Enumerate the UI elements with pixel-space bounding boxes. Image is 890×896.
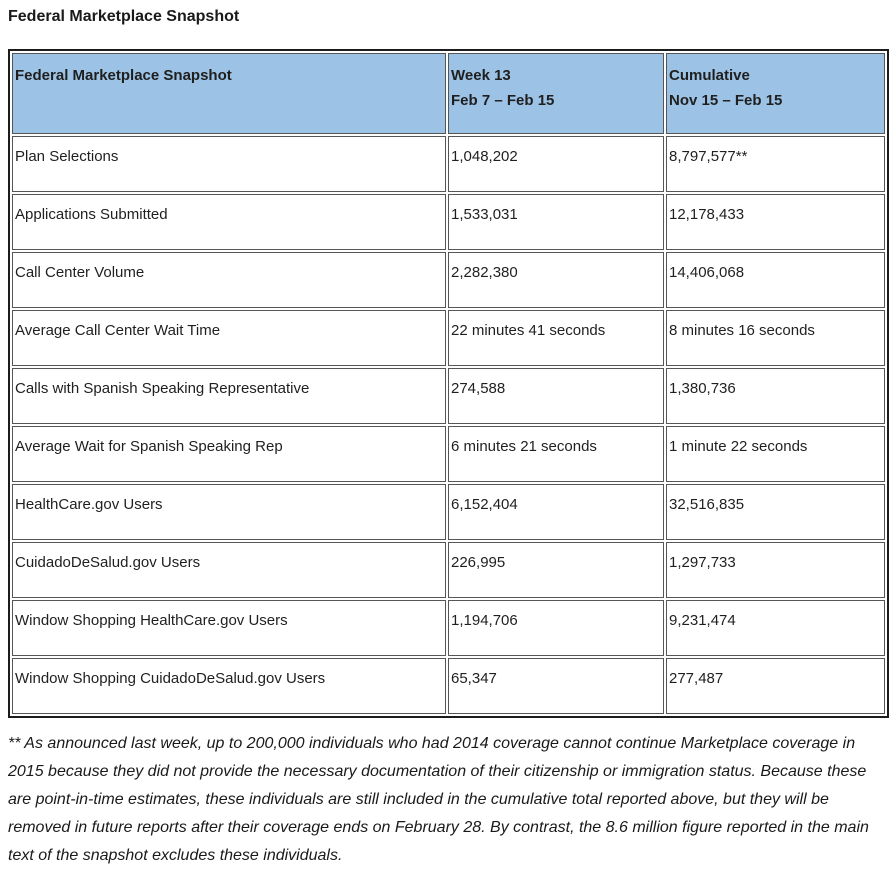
table-header	[12, 53, 885, 134]
row-week-value: 226,995	[448, 542, 664, 598]
row-week-value: 65,347	[448, 658, 664, 714]
table-row	[12, 600, 885, 656]
row-label: Window Shopping CuidadoDeSalud.gov Users	[12, 658, 446, 714]
row-label: Window Shopping HealthCare.gov Users	[12, 600, 446, 656]
row-label: HealthCare.gov Users	[12, 484, 446, 540]
row-label: Applications Submitted	[12, 194, 446, 250]
row-week-value: 1,194,706	[448, 600, 664, 656]
row-cumulative-value: 1 minute 22 seconds	[666, 426, 885, 482]
row-cumulative-value: 32,516,835	[666, 484, 885, 540]
row-label: Calls with Spanish Speaking Representative	[12, 368, 446, 424]
row-cumulative-value: 277,487	[666, 658, 885, 714]
table-row	[12, 658, 885, 714]
table-row	[12, 136, 885, 192]
row-label: Plan Selections	[12, 136, 446, 192]
row-cumulative-value: 8,797,577**	[666, 136, 885, 192]
row-cumulative-value: 8 minutes 16 seconds	[666, 310, 885, 366]
row-week-value: 1,533,031	[448, 194, 664, 250]
table-row	[12, 310, 885, 366]
row-cumulative-value: 1,297,733	[666, 542, 885, 598]
row-week-value: 6,152,404	[448, 484, 664, 540]
table-row	[12, 484, 885, 540]
header-cell-label	[12, 53, 446, 134]
header-cell-cumulative	[666, 53, 885, 134]
row-week-value: 1,048,202	[448, 136, 664, 192]
table-row	[12, 252, 885, 308]
federal-marketplace-snapshot-table	[8, 49, 889, 718]
row-week-value: 274,588	[448, 368, 664, 424]
row-week-value: 2,282,380	[448, 252, 664, 308]
row-week-value: 6 minutes 21 seconds	[448, 426, 664, 482]
page-title: Federal Marketplace Snapshot	[8, 8, 240, 25]
header-cell-week	[448, 53, 664, 134]
row-week-value: 22 minutes 41 seconds	[448, 310, 664, 366]
table-row	[12, 194, 885, 250]
row-cumulative-value: 14,406,068	[666, 252, 885, 308]
row-label: Average Call Center Wait Time	[12, 310, 446, 366]
header-cumulative-line2: Nov 15 – Feb 15	[669, 92, 783, 110]
header-week-line2: Feb 7 – Feb 15	[451, 92, 555, 110]
header-row	[12, 53, 885, 134]
row-cumulative-value: 1,380,736	[666, 368, 885, 424]
row-cumulative-value: 9,231,474	[666, 600, 885, 656]
header-label-text: Federal Marketplace Snapshot	[15, 67, 232, 85]
footnote-text: ** As announced last week, up to 200,000 individuals who had 2014 coverage cannot continue Marketplace coverage in 2015 because they did not provide the necessary documentation of their citizenship or immigration status. Because these are point-in-time estimates, these individuals are still included in the cumulative total reported above, but they will be removed in future reports after their coverage ends on February 28. By contrast, the 8.6 million figure reported in the main text of the snapshot excludes these individuals.	[8, 735, 869, 865]
row-label: Average Wait for Spanish Speaking Rep	[12, 426, 446, 482]
table-row	[12, 368, 885, 424]
header-cumulative-line1: Cumulative	[669, 67, 750, 85]
row-label: Call Center Volume	[12, 252, 446, 308]
table-row	[12, 426, 885, 482]
row-label: CuidadoDeSalud.gov Users	[12, 542, 446, 598]
row-cumulative-value: 12,178,433	[666, 194, 885, 250]
header-week-line1: Week 13	[451, 67, 511, 85]
table-row	[12, 542, 885, 598]
table-body	[12, 136, 885, 714]
